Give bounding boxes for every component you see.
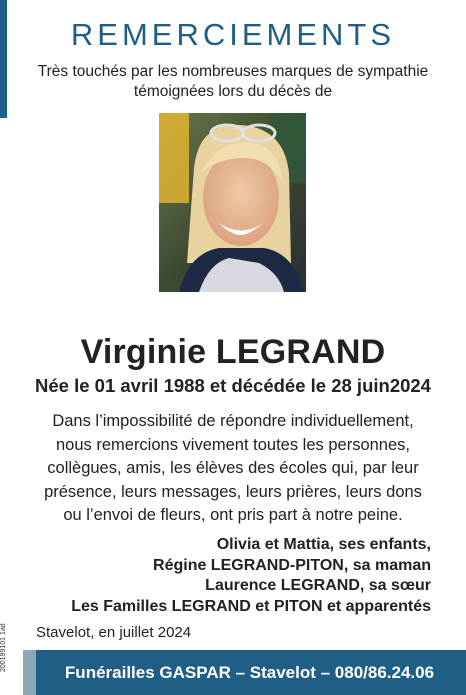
message-line: Dans l’impossibilité de répondre individuellement, — [52, 412, 414, 430]
reference-code: 200199101 1ad — [0, 623, 7, 672]
page-title: REMERCIEMENTS — [70, 17, 396, 52]
message-line: présence, leurs messages, leurs prières, leurs dons — [44, 482, 422, 501]
place-date: Stavelot, en juillet 2024 — [36, 624, 192, 641]
message-line: collègues, amis, les élèves des écoles qui, par leur — [47, 459, 419, 477]
footer-accent — [23, 650, 36, 695]
intro-line: Très touchés par les nombreuses marques de sympathie — [37, 63, 429, 80]
deceased-dates: Née le 01 avril 1988 et décédée le 28 juin2024 — [35, 375, 431, 396]
portrait-photo — [159, 113, 306, 292]
family-line: Olivia et Mattia, ses enfants, — [216, 536, 431, 553]
family-line: Laurence LEGRAND, sa sœur — [205, 577, 431, 594]
footer-banner — [23, 650, 466, 695]
message-line: nous remercions vivement toutes les personnes, — [55, 435, 410, 454]
message-line: ou l’envoi de fleurs, ont pris part à notre peine. — [63, 506, 403, 524]
intro-text — [0, 62, 466, 102]
deceased-name: Virginie LEGRAND — [80, 333, 386, 371]
portrait-image — [159, 113, 306, 292]
family-list — [11, 535, 431, 617]
footer-text: Funérailles GASPAR – Stavelot – 080/86.24.06 — [64, 662, 435, 682]
thanks-message — [30, 410, 436, 528]
intro-line: témoignées lors du décès de — [133, 83, 333, 100]
family-line: Régine LEGRAND-PITON, sa maman — [153, 556, 431, 574]
family-line: Les Familles LEGRAND et PITON et apparentés — [71, 597, 431, 615]
